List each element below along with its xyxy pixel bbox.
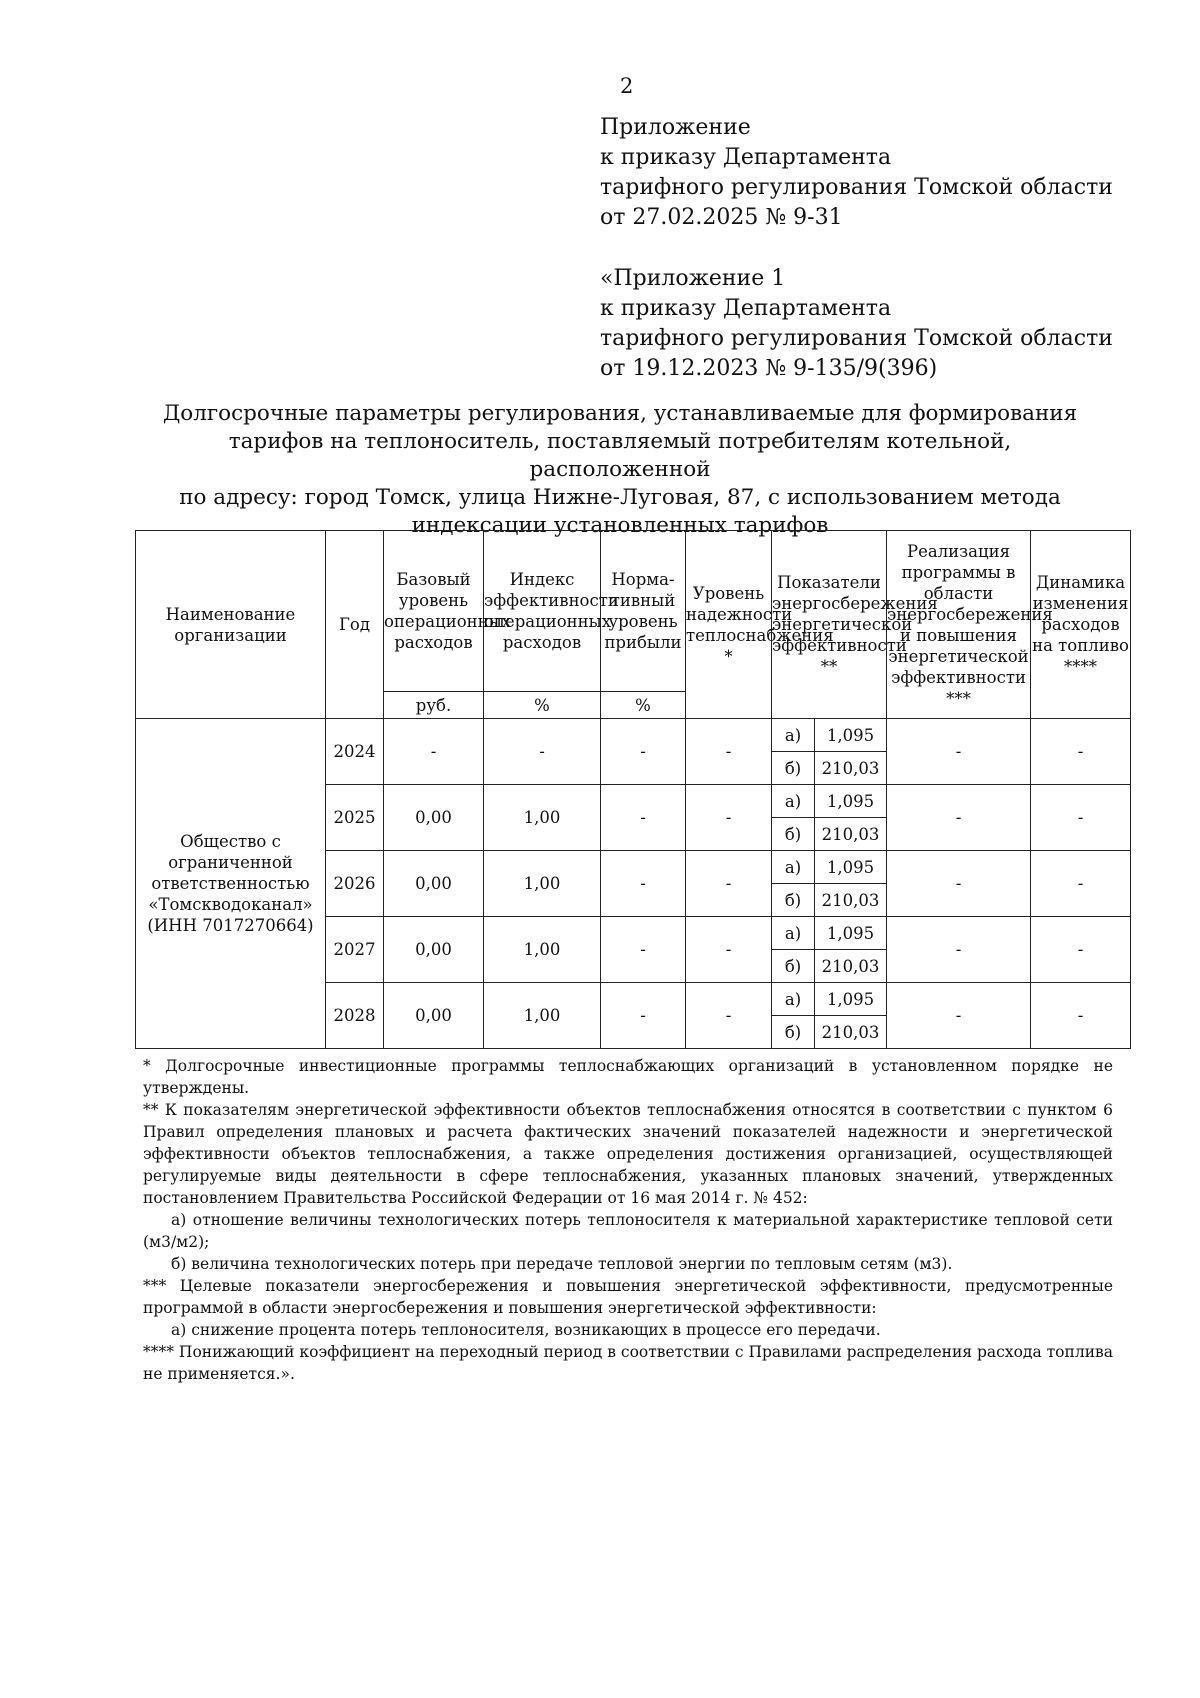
energy-b-value: 210,03 <box>815 884 887 917</box>
base-cell: - <box>384 719 484 785</box>
program-cell: - <box>887 785 1031 851</box>
footnote-item: а) отношение величины технологических потерь теплоносителя к материальной характеристике тепловой сети (м3/м2); <box>143 1211 1113 1251</box>
parameters-table <box>135 530 1131 1049</box>
appendix-line: тарифного регулирования Томской области <box>600 326 1113 351</box>
reliability-cell: - <box>686 917 772 983</box>
norm-cell: - <box>601 917 686 983</box>
energy-a-value: 1,095 <box>815 785 887 818</box>
appendix-line: от 27.02.2025 № 9-31 <box>600 205 843 230</box>
norm-cell: - <box>601 719 686 785</box>
fuel-cell: - <box>1031 719 1131 785</box>
appendix-line: к приказу Департамента <box>600 296 892 321</box>
header-index: Индекс эффективности операционных расходов <box>484 531 601 692</box>
document-title <box>140 400 1100 540</box>
base-cell: 0,00 <box>384 983 484 1049</box>
energy-b-value: 210,03 <box>815 752 887 785</box>
header-base: Базовый уровень операционных расходов <box>384 531 484 692</box>
footnote: *** Целевые показатели энергосбережения и повышения энергетической эффективности, предусмотренные программой в области энергосбережения и повышения энергетической эффективности: <box>143 1277 1113 1317</box>
title-line: по адресу: город Томск, улица Нижне-Луговая, 87, с использованием метода <box>179 485 1061 510</box>
index-cell: 1,00 <box>484 851 601 917</box>
title-line: индексации установленных тарифов <box>411 513 829 538</box>
base-cell: 0,00 <box>384 851 484 917</box>
energy-a-label: а) <box>772 719 815 752</box>
appendix-line: Приложение <box>600 115 751 140</box>
unit-index: % <box>484 692 601 719</box>
index-cell: 1,00 <box>484 785 601 851</box>
energy-a-label: а) <box>772 983 815 1016</box>
appendix-header <box>600 113 1113 233</box>
title-line: тарифов на теплоноситель, поставляемый потребителям котельной, расположенной <box>228 429 1012 482</box>
header-reliability: Уровень надежности теплоснабжения * <box>686 531 772 719</box>
header-org: Наименование организации <box>136 531 326 719</box>
appendix-line: тарифного регулирования Томской области <box>600 175 1113 200</box>
program-cell: - <box>887 719 1031 785</box>
unit-base: руб. <box>384 692 484 719</box>
program-cell: - <box>887 983 1031 1049</box>
energy-b-value: 210,03 <box>815 818 887 851</box>
fuel-cell: - <box>1031 785 1131 851</box>
norm-cell: - <box>601 983 686 1049</box>
energy-b-value: 210,03 <box>815 1016 887 1049</box>
footnote: * Долгосрочные инвестиционные программы теплоснабжающих организаций в установленном порядке не утверждены. <box>143 1057 1113 1097</box>
energy-a-value: 1,095 <box>815 917 887 950</box>
index-cell: 1,00 <box>484 983 601 1049</box>
index-cell: 1,00 <box>484 917 601 983</box>
base-cell: 0,00 <box>384 917 484 983</box>
fuel-cell: - <box>1031 851 1131 917</box>
energy-a-label: а) <box>772 851 815 884</box>
norm-cell: - <box>601 851 686 917</box>
energy-b-label: б) <box>772 950 815 983</box>
organization-name: Общество с ограниченной ответственностью «Томскводоканал» (ИНН 7017270664) <box>136 719 326 1049</box>
footnote-item: б) величина технологических потерь при передаче тепловой энергии по тепловым сетям (м3). <box>171 1255 953 1273</box>
year-cell: 2024 <box>326 719 384 785</box>
index-cell: - <box>484 719 601 785</box>
header-year: Год <box>326 531 384 719</box>
header-norm: Норма-тивный уровень прибыли <box>601 531 686 692</box>
reliability-cell: - <box>686 785 772 851</box>
footnotes <box>143 1055 1113 1385</box>
appendix-original <box>600 264 1113 384</box>
energy-b-label: б) <box>772 1016 815 1049</box>
energy-a-value: 1,095 <box>815 983 887 1016</box>
base-cell: 0,00 <box>384 785 484 851</box>
reliability-cell: - <box>686 719 772 785</box>
footnote: ** К показателям энергетической эффективности объектов теплоснабжения относятся в соответствии с пунктом 6 Правил определения плановых и расчета фактических значений показателей надежности и энергетической эффективности объектов теплоснабжения, а также определения достижения организацией, осуществляющей регулируемые виды деятельности в сфере теплоснабжения, указанных плановых значений, утвержденных постановлением Правительства Российской Федерации от 16 мая 2014 г. № 452: <box>143 1101 1113 1207</box>
energy-b-label: б) <box>772 818 815 851</box>
norm-cell: - <box>601 785 686 851</box>
fuel-cell: - <box>1031 917 1131 983</box>
program-cell: - <box>887 851 1031 917</box>
energy-a-label: а) <box>772 917 815 950</box>
energy-b-label: б) <box>772 884 815 917</box>
reliability-cell: - <box>686 983 772 1049</box>
reliability-cell: - <box>686 851 772 917</box>
energy-a-value: 1,095 <box>815 719 887 752</box>
energy-a-value: 1,095 <box>815 851 887 884</box>
header-program: Реализация программы в области энергосбережения и повышения энергетической эффективности *** <box>887 531 1031 719</box>
year-cell: 2025 <box>326 785 384 851</box>
appendix-line: к приказу Департамента <box>600 145 892 170</box>
header-fuel: Динамика изменения расходов на топливо **** <box>1031 531 1131 719</box>
page-number: 2 <box>620 74 634 98</box>
fuel-cell: - <box>1031 983 1131 1049</box>
year-cell: 2026 <box>326 851 384 917</box>
energy-a-label: а) <box>772 785 815 818</box>
year-cell: 2028 <box>326 983 384 1049</box>
appendix-line: от 19.12.2023 № 9-135/9(396) <box>600 356 938 381</box>
table-row <box>136 719 1131 752</box>
title-line: Долгосрочные параметры регулирования, устанавливаемые для формирования <box>162 401 1078 426</box>
year-cell: 2027 <box>326 917 384 983</box>
energy-b-value: 210,03 <box>815 950 887 983</box>
appendix-line: «Приложение 1 <box>600 266 786 291</box>
footnote-item: а) снижение процента потерь теплоносителя, возникающих в процессе его передачи. <box>171 1321 881 1339</box>
footnote: **** Понижающий коэффициент на переходный период в соответствии с Правилами распределения расхода топлива не применяется.». <box>143 1343 1113 1383</box>
energy-b-label: б) <box>772 752 815 785</box>
program-cell: - <box>887 917 1031 983</box>
header-energy: Показатели энергосбережения энергетической эффективности ** <box>772 531 887 719</box>
unit-norm: % <box>601 692 686 719</box>
